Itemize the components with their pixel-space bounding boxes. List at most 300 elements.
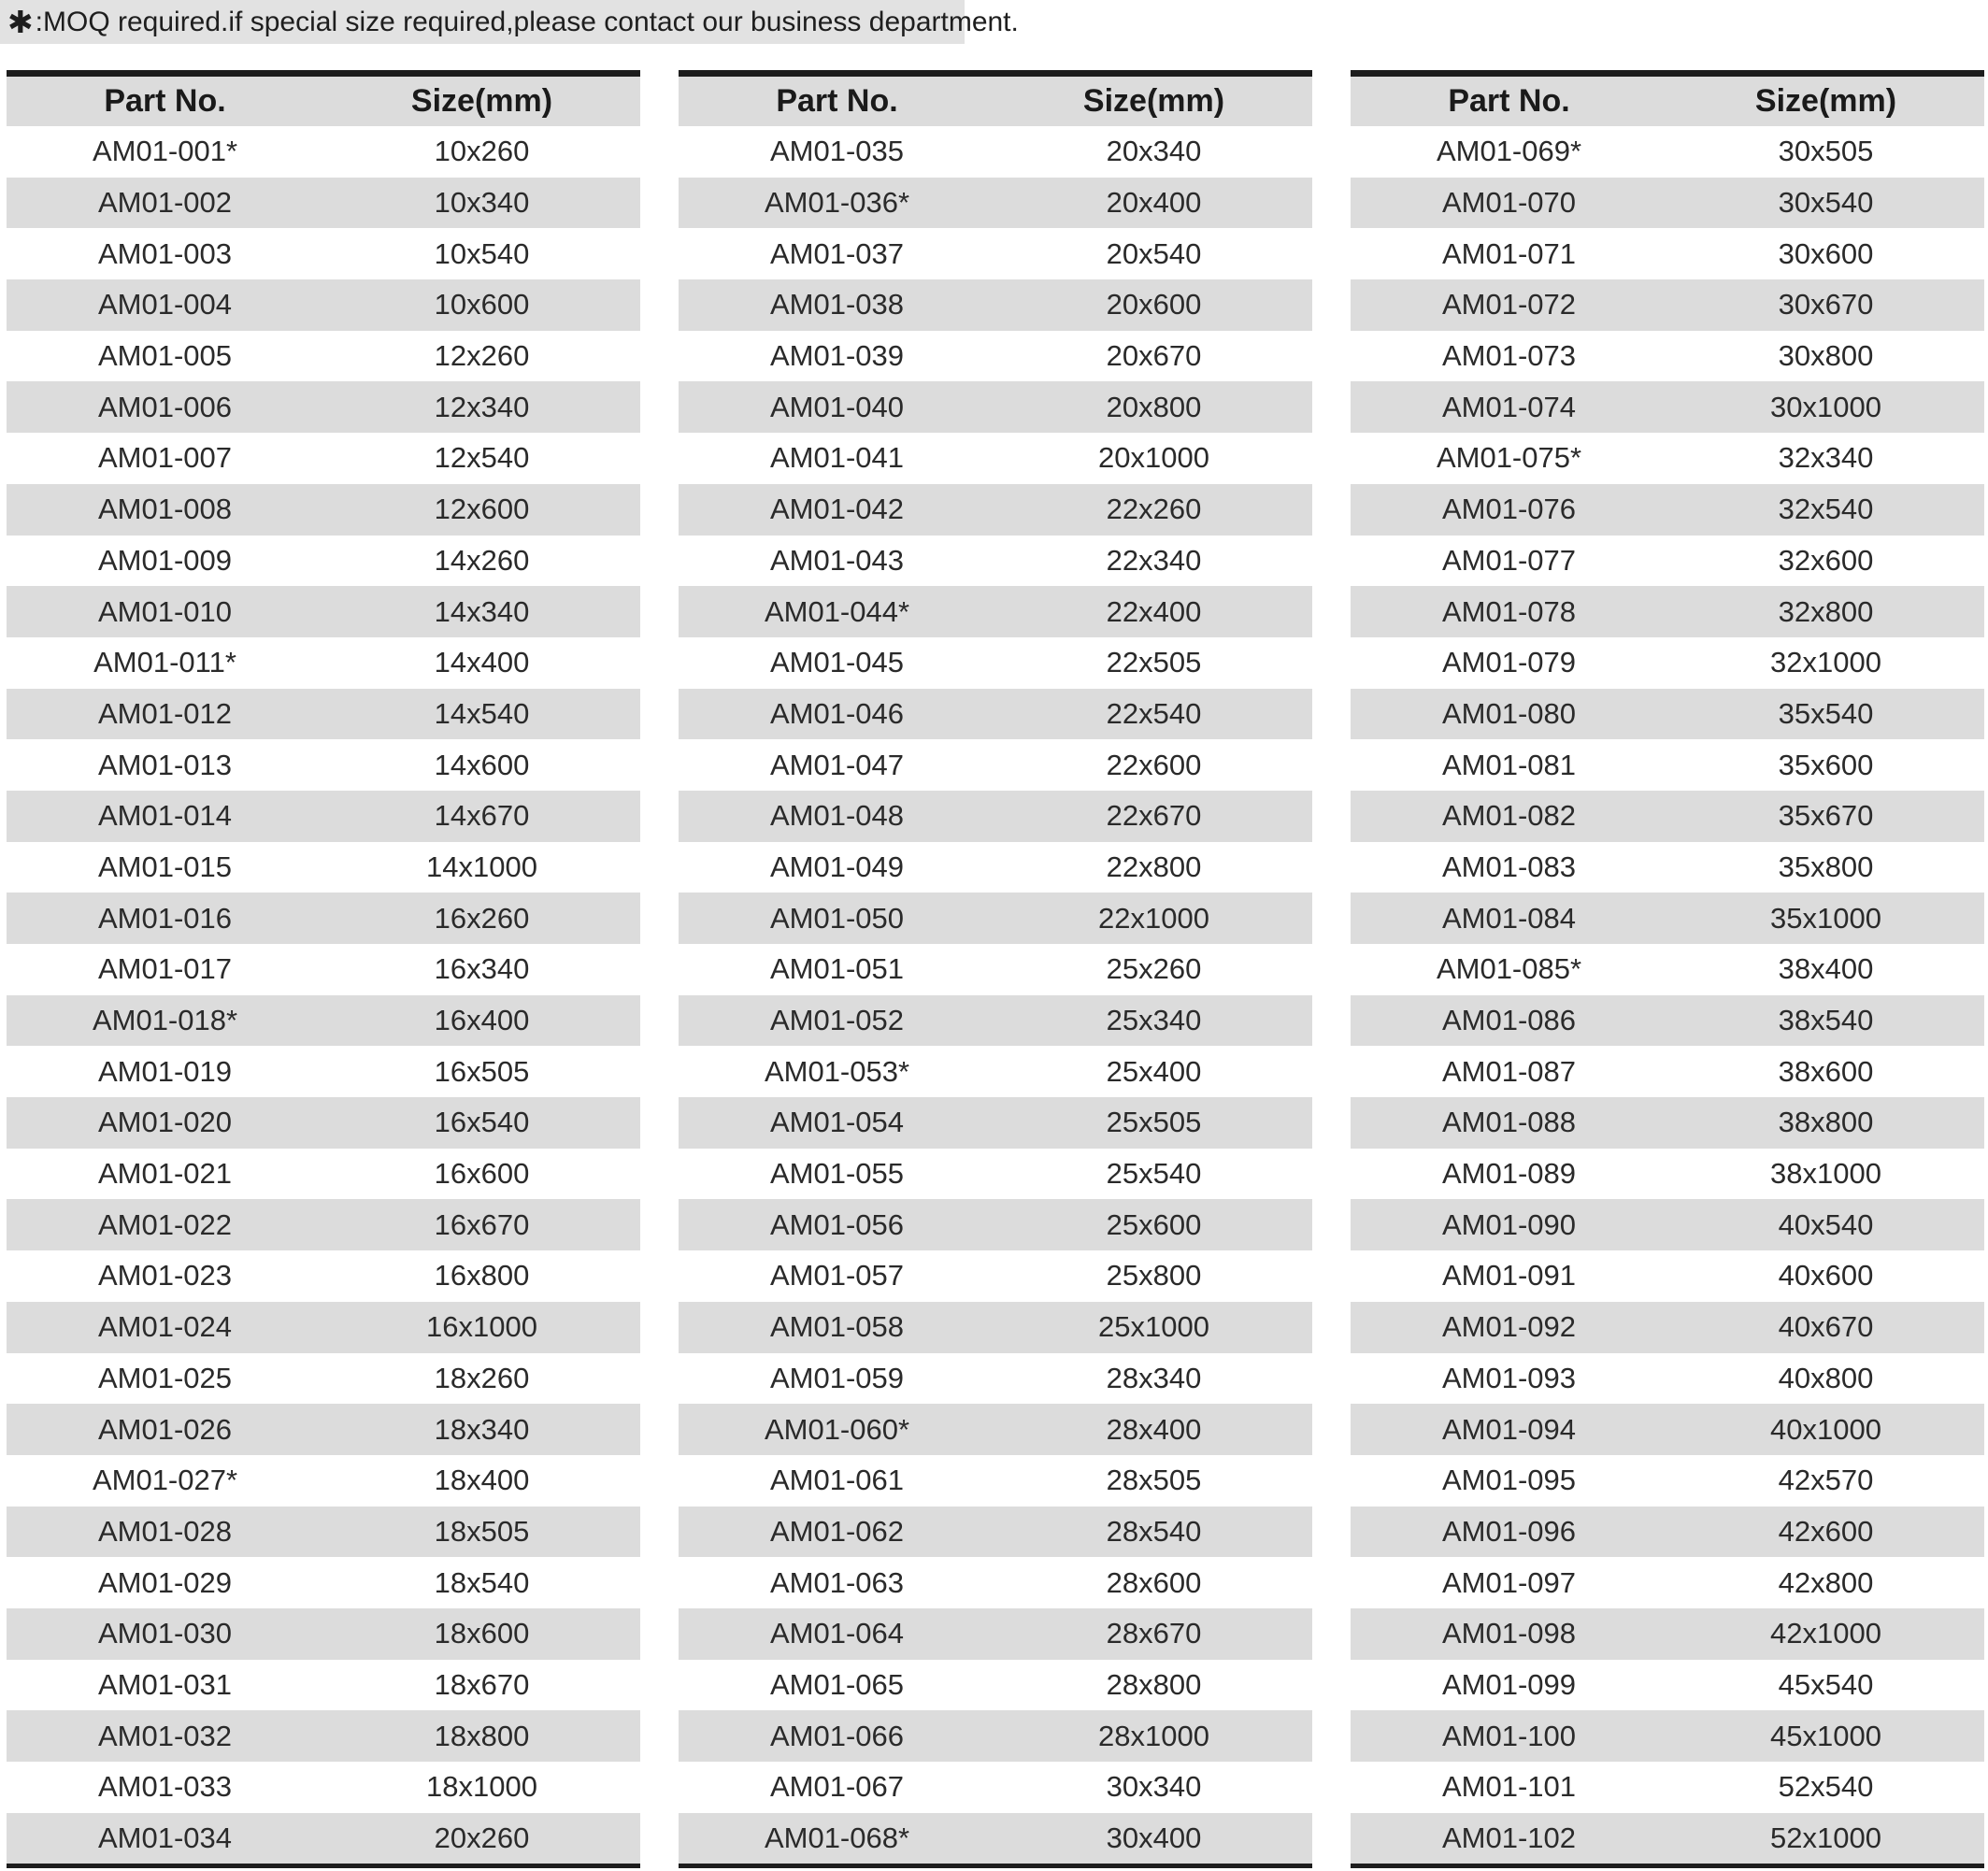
table-row xyxy=(1351,1660,1984,1711)
part-cell: AM01-020 xyxy=(97,1106,233,1139)
part-cell: AM01-042 xyxy=(769,493,905,526)
size-cell: 20x260 xyxy=(434,1821,530,1855)
part-cell: AM01-012 xyxy=(97,696,233,730)
part-cell: AM01-043 xyxy=(769,543,905,577)
table-row xyxy=(7,178,640,229)
part-cell: AM01-092 xyxy=(1441,1310,1577,1344)
part-cell: AM01-076 xyxy=(1441,493,1577,526)
size-cell: 20x670 xyxy=(1106,339,1202,373)
table-row xyxy=(1351,1250,1984,1302)
table-row xyxy=(679,1507,1312,1558)
size-cell: 35x600 xyxy=(1778,748,1874,781)
size-cell: 30x800 xyxy=(1778,339,1874,373)
part-cell: AM01-039 xyxy=(769,339,905,373)
part-cell: AM01-074 xyxy=(1441,390,1577,423)
part-cell: AM01-101 xyxy=(1441,1770,1577,1804)
table-row xyxy=(7,331,640,382)
table-row xyxy=(1351,1710,1984,1762)
size-cell: 10x340 xyxy=(434,186,530,220)
size-cell: 30x340 xyxy=(1106,1770,1202,1804)
part-cell: AM01-052 xyxy=(769,1004,905,1037)
size-cell: 22x1000 xyxy=(1098,901,1209,935)
size-cell: 14x1000 xyxy=(426,850,537,883)
table-row xyxy=(1351,637,1984,689)
size-cell: 25x505 xyxy=(1106,1106,1202,1139)
size-cell: 25x800 xyxy=(1106,1259,1202,1293)
table-row xyxy=(7,1046,640,1097)
part-cell: AM01-021 xyxy=(97,1157,233,1191)
size-cell: 25x1000 xyxy=(1098,1310,1209,1344)
part-cell: AM01-013 xyxy=(97,748,233,781)
size-cell: 25x340 xyxy=(1106,1004,1202,1037)
part-cell: AM01-061 xyxy=(769,1464,905,1497)
part-cell: AM01-024 xyxy=(97,1310,233,1344)
part-cell: AM01-028 xyxy=(97,1514,233,1548)
table-row xyxy=(1351,1813,1984,1864)
size-cell: 16x800 xyxy=(434,1259,530,1293)
part-cell: AM01-022 xyxy=(97,1207,233,1241)
size-cell: 20x400 xyxy=(1106,186,1202,220)
size-cell: 18x800 xyxy=(434,1719,530,1752)
part-cell: AM01-070 xyxy=(1441,186,1577,220)
table-row xyxy=(679,381,1312,433)
table-row xyxy=(1351,1762,1984,1813)
size-cell: 30x1000 xyxy=(1770,390,1881,423)
table-row xyxy=(679,126,1312,178)
table-row xyxy=(7,484,640,536)
table-row xyxy=(679,1813,1312,1864)
table-header xyxy=(7,77,640,126)
table-row xyxy=(7,1353,640,1405)
size-cell: 28x505 xyxy=(1106,1464,1202,1497)
size-cell: 12x260 xyxy=(434,339,530,373)
table-row xyxy=(1351,1199,1984,1250)
size-cell: 35x800 xyxy=(1778,850,1874,883)
size-cell: 30x540 xyxy=(1778,186,1874,220)
table-row xyxy=(7,1199,640,1250)
table-row xyxy=(1351,944,1984,995)
size-cell: 32x340 xyxy=(1778,441,1874,475)
part-cell: AM01-087 xyxy=(1441,1054,1577,1088)
table-row xyxy=(679,484,1312,536)
size-cell: 10x260 xyxy=(434,135,530,168)
part-cell: AM01-049 xyxy=(769,850,905,883)
table-row xyxy=(7,1507,640,1558)
size-cell: 16x1000 xyxy=(426,1310,537,1344)
part-cell: AM01-011* xyxy=(93,646,236,679)
table-row xyxy=(679,536,1312,587)
part-cell: AM01-014 xyxy=(97,799,233,833)
table-row xyxy=(679,1097,1312,1149)
table-row xyxy=(1351,331,1984,382)
part-cell: AM01-080 xyxy=(1441,696,1577,730)
size-cell: 32x800 xyxy=(1778,594,1874,628)
table-row xyxy=(1351,433,1984,484)
table-row xyxy=(679,637,1312,689)
size-cell: 16x260 xyxy=(434,901,530,935)
size-cell: 14x600 xyxy=(434,748,530,781)
table-row xyxy=(679,944,1312,995)
moq-note xyxy=(0,0,1019,44)
table-row xyxy=(1351,995,1984,1047)
size-cell: 40x1000 xyxy=(1770,1412,1881,1446)
part-cell: AM01-075* xyxy=(1436,441,1582,475)
table-row xyxy=(1351,739,1984,791)
part-cell: AM01-035 xyxy=(769,135,905,168)
part-cell: AM01-038 xyxy=(769,288,905,321)
size-cell: 30x670 xyxy=(1778,288,1874,321)
table-row xyxy=(7,381,640,433)
size-cell: 28x400 xyxy=(1106,1412,1202,1446)
part-cell: AM01-015 xyxy=(97,850,233,883)
part-cell: AM01-007 xyxy=(97,441,233,475)
table-row xyxy=(679,1608,1312,1660)
size-cell: 18x505 xyxy=(434,1514,530,1548)
table-row xyxy=(7,739,640,791)
size-cell: 28x800 xyxy=(1106,1667,1202,1701)
part-cell: AM01-102 xyxy=(1441,1821,1577,1855)
table-row xyxy=(1351,536,1984,587)
part-cell: AM01-093 xyxy=(1441,1361,1577,1394)
table-row xyxy=(679,178,1312,229)
table-row xyxy=(679,1660,1312,1711)
size-cell: 20x600 xyxy=(1106,288,1202,321)
table-row xyxy=(7,893,640,944)
size-cell: 18x1000 xyxy=(426,1770,537,1804)
part-cell: AM01-073 xyxy=(1441,339,1577,373)
table-row xyxy=(1351,279,1984,331)
size-cell: 32x540 xyxy=(1778,493,1874,526)
size-cell: 25x600 xyxy=(1106,1207,1202,1241)
table-row xyxy=(1351,178,1984,229)
table-row xyxy=(1351,1557,1984,1608)
part-cell: AM01-046 xyxy=(769,696,905,730)
size-cell: 22x800 xyxy=(1106,850,1202,883)
size-cell: 45x540 xyxy=(1778,1667,1874,1701)
table-row xyxy=(679,586,1312,637)
size-cell: 22x600 xyxy=(1106,748,1202,781)
size-cell: 42x570 xyxy=(1778,1464,1874,1497)
size-cell: 30x600 xyxy=(1778,236,1874,270)
table-row xyxy=(7,1302,640,1353)
table-row xyxy=(679,1557,1312,1608)
table-row xyxy=(1351,1608,1984,1660)
part-cell: AM01-018* xyxy=(92,1004,238,1037)
size-cell: 30x505 xyxy=(1778,135,1874,168)
table-row xyxy=(1351,484,1984,536)
part-cell: AM01-044* xyxy=(764,594,910,628)
table-row xyxy=(679,1762,1312,1813)
part-cell: AM01-069* xyxy=(1436,135,1582,168)
table-row xyxy=(1351,1353,1984,1405)
size-cell: 38x1000 xyxy=(1770,1157,1881,1191)
part-cell: AM01-034 xyxy=(97,1821,233,1855)
part-no-header: Part No. xyxy=(776,83,898,119)
size-cell: 14x540 xyxy=(434,696,530,730)
asterisk-icon: ✱ xyxy=(7,5,34,39)
size-cell: 20x1000 xyxy=(1098,441,1209,475)
part-cell: AM01-041 xyxy=(769,441,905,475)
size-cell: 28x340 xyxy=(1106,1361,1202,1394)
size-cell: 38x540 xyxy=(1778,1004,1874,1037)
part-cell: AM01-002 xyxy=(97,186,233,220)
part-no-header: Part No. xyxy=(104,83,226,119)
table-row xyxy=(1351,1046,1984,1097)
table-row xyxy=(679,893,1312,944)
part-cell: AM01-008 xyxy=(97,493,233,526)
size-cell: 38x400 xyxy=(1778,952,1874,986)
part-cell: AM01-090 xyxy=(1441,1207,1577,1241)
table-row xyxy=(7,1608,640,1660)
table-row xyxy=(7,1455,640,1507)
part-cell: AM01-072 xyxy=(1441,288,1577,321)
table-row xyxy=(7,1660,640,1711)
size-cell: 35x670 xyxy=(1778,799,1874,833)
table-row xyxy=(679,1455,1312,1507)
size-header: Size(mm) xyxy=(410,83,553,119)
part-cell: AM01-019 xyxy=(97,1054,233,1088)
table-row xyxy=(679,995,1312,1047)
table-row xyxy=(7,1813,640,1864)
table-row xyxy=(679,1353,1312,1405)
part-cell: AM01-063 xyxy=(769,1565,905,1599)
size-cell: 35x1000 xyxy=(1770,901,1881,935)
size-cell: 32x1000 xyxy=(1770,646,1881,679)
size-cell: 25x540 xyxy=(1106,1157,1202,1191)
table-row xyxy=(7,944,640,995)
table-row xyxy=(7,689,640,740)
size-cell: 52x1000 xyxy=(1770,1821,1881,1855)
table-row xyxy=(7,1097,640,1149)
table-row xyxy=(679,791,1312,842)
part-cell: AM01-033 xyxy=(97,1770,233,1804)
table-row xyxy=(7,279,640,331)
part-cell: AM01-099 xyxy=(1441,1667,1577,1701)
parts-table-2 xyxy=(679,70,1312,1868)
table-row xyxy=(7,586,640,637)
size-cell: 10x540 xyxy=(434,236,530,270)
part-cell: AM01-062 xyxy=(769,1514,905,1548)
part-cell: AM01-071 xyxy=(1441,236,1577,270)
size-cell: 12x600 xyxy=(434,493,530,526)
part-cell: AM01-027* xyxy=(92,1464,238,1497)
part-cell: AM01-036* xyxy=(764,186,910,220)
size-cell: 16x670 xyxy=(434,1207,530,1241)
part-cell: AM01-081 xyxy=(1441,748,1577,781)
size-cell: 16x400 xyxy=(434,1004,530,1037)
table-row xyxy=(1351,1302,1984,1353)
part-cell: AM01-037 xyxy=(769,236,905,270)
part-cell: AM01-058 xyxy=(769,1310,905,1344)
table-row xyxy=(1351,893,1984,944)
table-row xyxy=(679,1149,1312,1200)
part-cell: AM01-004 xyxy=(97,288,233,321)
size-cell: 30x400 xyxy=(1106,1821,1202,1855)
size-cell: 14x340 xyxy=(434,594,530,628)
table-row xyxy=(7,1404,640,1455)
part-cell: AM01-001* xyxy=(92,135,238,168)
size-cell: 16x540 xyxy=(434,1106,530,1139)
size-cell: 22x260 xyxy=(1106,493,1202,526)
size-cell: 32x600 xyxy=(1778,543,1874,577)
size-cell: 40x670 xyxy=(1778,1310,1874,1344)
size-header: Size(mm) xyxy=(1082,83,1225,119)
part-cell: AM01-084 xyxy=(1441,901,1577,935)
part-cell: AM01-053* xyxy=(764,1054,910,1088)
table-row xyxy=(679,842,1312,893)
size-cell: 14x670 xyxy=(434,799,530,833)
size-cell: 14x260 xyxy=(434,543,530,577)
table-row xyxy=(1351,1404,1984,1455)
part-cell: AM01-016 xyxy=(97,901,233,935)
part-cell: AM01-059 xyxy=(769,1361,905,1394)
size-cell: 22x400 xyxy=(1106,594,1202,628)
size-cell: 18x400 xyxy=(434,1464,530,1497)
part-cell: AM01-097 xyxy=(1441,1565,1577,1599)
part-cell: AM01-096 xyxy=(1441,1514,1577,1548)
table-row xyxy=(1351,586,1984,637)
part-no-header: Part No. xyxy=(1448,83,1570,119)
size-cell: 25x260 xyxy=(1106,952,1202,986)
table-row xyxy=(679,279,1312,331)
size-cell: 45x1000 xyxy=(1770,1719,1881,1752)
size-cell: 40x600 xyxy=(1778,1259,1874,1293)
part-cell: AM01-025 xyxy=(97,1361,233,1394)
part-cell: AM01-077 xyxy=(1441,543,1577,577)
size-cell: 38x800 xyxy=(1778,1106,1874,1139)
size-cell: 40x540 xyxy=(1778,1207,1874,1241)
part-cell: AM01-079 xyxy=(1441,646,1577,679)
moq-note-text: :MOQ required.if special size required,please contact our business department. xyxy=(35,7,1019,37)
part-cell: AM01-083 xyxy=(1441,850,1577,883)
size-cell: 18x670 xyxy=(434,1667,530,1701)
part-cell: AM01-047 xyxy=(769,748,905,781)
size-cell: 14x400 xyxy=(434,646,530,679)
part-cell: AM01-023 xyxy=(97,1259,233,1293)
size-cell: 22x505 xyxy=(1106,646,1202,679)
table-row xyxy=(7,842,640,893)
size-cell: 12x540 xyxy=(434,441,530,475)
part-cell: AM01-088 xyxy=(1441,1106,1577,1139)
table-row xyxy=(679,1404,1312,1455)
part-cell: AM01-095 xyxy=(1441,1464,1577,1497)
table-row xyxy=(679,1250,1312,1302)
size-cell: 18x260 xyxy=(434,1361,530,1394)
size-cell: 28x1000 xyxy=(1098,1719,1209,1752)
parts-table-3 xyxy=(1351,70,1984,1868)
table-body xyxy=(7,126,640,1864)
part-cell: AM01-091 xyxy=(1441,1259,1577,1293)
size-cell: 16x340 xyxy=(434,952,530,986)
table-row xyxy=(7,1250,640,1302)
part-cell: AM01-056 xyxy=(769,1207,905,1241)
parts-table-1 xyxy=(7,70,640,1868)
table-row xyxy=(7,536,640,587)
part-cell: AM01-017 xyxy=(97,952,233,986)
table-row xyxy=(7,1149,640,1200)
table-row xyxy=(1351,1507,1984,1558)
size-cell: 20x340 xyxy=(1106,135,1202,168)
table-row xyxy=(1351,791,1984,842)
table-row xyxy=(1351,842,1984,893)
part-cell: AM01-032 xyxy=(97,1719,233,1752)
size-cell: 28x600 xyxy=(1106,1565,1202,1599)
table-row xyxy=(7,995,640,1047)
size-cell: 52x540 xyxy=(1778,1770,1874,1804)
part-cell: AM01-098 xyxy=(1441,1617,1577,1650)
table-row xyxy=(1351,381,1984,433)
table-header xyxy=(679,77,1312,126)
size-cell: 28x670 xyxy=(1106,1617,1202,1650)
size-cell: 28x540 xyxy=(1106,1514,1202,1548)
part-cell: AM01-048 xyxy=(769,799,905,833)
table-row xyxy=(679,331,1312,382)
part-cell: AM01-060* xyxy=(764,1412,910,1446)
part-cell: AM01-089 xyxy=(1441,1157,1577,1191)
part-cell: AM01-009 xyxy=(97,543,233,577)
size-cell: 22x340 xyxy=(1106,543,1202,577)
part-cell: AM01-086 xyxy=(1441,1004,1577,1037)
part-cell: AM01-040 xyxy=(769,390,905,423)
size-cell: 12x340 xyxy=(434,390,530,423)
table-body xyxy=(679,126,1312,1864)
part-cell: AM01-085* xyxy=(1436,952,1582,986)
part-cell: AM01-006 xyxy=(97,390,233,423)
part-cell: AM01-010 xyxy=(97,594,233,628)
part-cell: AM01-082 xyxy=(1441,799,1577,833)
size-cell: 18x600 xyxy=(434,1617,530,1650)
size-cell: 25x400 xyxy=(1106,1054,1202,1088)
size-cell: 38x600 xyxy=(1778,1054,1874,1088)
table-row xyxy=(1351,1455,1984,1507)
part-cell: AM01-029 xyxy=(97,1565,233,1599)
size-cell: 42x1000 xyxy=(1770,1617,1881,1650)
part-cell: AM01-065 xyxy=(769,1667,905,1701)
part-cell: AM01-100 xyxy=(1441,1719,1577,1752)
table-row xyxy=(1351,126,1984,178)
table-row xyxy=(679,1302,1312,1353)
size-cell: 42x800 xyxy=(1778,1565,1874,1599)
table-row xyxy=(7,126,640,178)
part-cell: AM01-030 xyxy=(97,1617,233,1650)
table-row xyxy=(7,433,640,484)
table-row xyxy=(679,1046,1312,1097)
table-row xyxy=(1351,689,1984,740)
size-cell: 22x670 xyxy=(1106,799,1202,833)
size-cell: 18x340 xyxy=(434,1412,530,1446)
part-cell: AM01-050 xyxy=(769,901,905,935)
table-row xyxy=(679,1710,1312,1762)
table-row xyxy=(1351,1097,1984,1149)
size-cell: 22x540 xyxy=(1106,696,1202,730)
table-row xyxy=(679,228,1312,279)
table-row xyxy=(679,1199,1312,1250)
table-row xyxy=(1351,228,1984,279)
part-cell: AM01-031 xyxy=(97,1667,233,1701)
part-cell: AM01-054 xyxy=(769,1106,905,1139)
table-row xyxy=(7,637,640,689)
size-cell: 20x540 xyxy=(1106,236,1202,270)
tables-row xyxy=(7,70,1984,1868)
size-cell: 42x600 xyxy=(1778,1514,1874,1548)
part-cell: AM01-057 xyxy=(769,1259,905,1293)
size-cell: 10x600 xyxy=(434,288,530,321)
table-row xyxy=(7,1762,640,1813)
size-header: Size(mm) xyxy=(1754,83,1897,119)
table-row xyxy=(679,739,1312,791)
part-cell: AM01-055 xyxy=(769,1157,905,1191)
part-cell: AM01-066 xyxy=(769,1719,905,1752)
